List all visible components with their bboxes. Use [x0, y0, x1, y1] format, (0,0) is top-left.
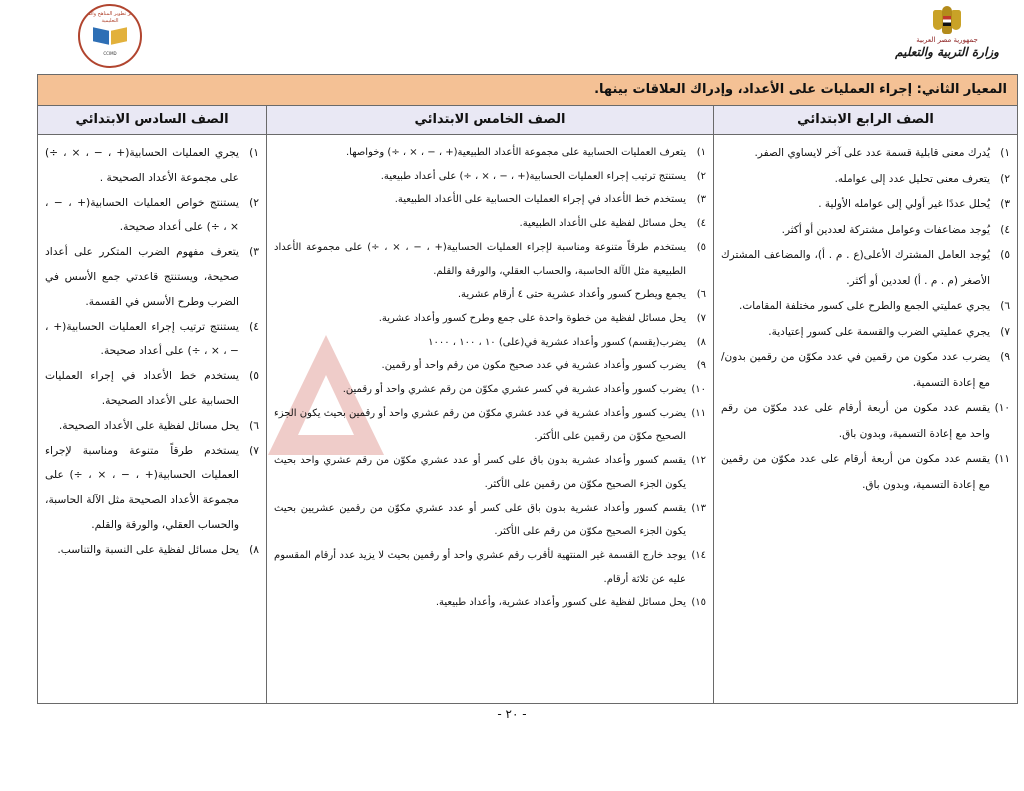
item-text: يجري عمليتي الجمع والطرح على كسور مختلفة المقامات.: [739, 300, 990, 312]
list-item: [45, 240, 259, 314]
list-item: [274, 141, 706, 165]
item-number: ٧): [249, 443, 259, 457]
item-number: ٥): [1000, 249, 1010, 261]
item-text: يقسم عدد مكون من أربعة أرقام على عدد مكوّن من رقمين مع إعادة التسمية، وبدون باق.: [721, 453, 990, 491]
list-item: [45, 439, 259, 538]
item-text: يضرب كسور وأعداد عشرية في عدد صحيح مكون من رقم واحد أو رقمين.: [381, 360, 686, 372]
item-text: يضرب كسور وأعداد عشرية في كسر عشري مكوّن من رقم عشري واحد أو رقمين.: [342, 384, 686, 396]
item-number: ٣): [249, 245, 259, 259]
item-number: ٢): [1000, 172, 1010, 185]
item-number: ٦): [249, 418, 259, 432]
item-text: يحل مسائل لفظية على النسبة والتناسب.: [57, 542, 239, 556]
item-number: ٥): [696, 241, 706, 253]
standard-title: المعيار الثاني: إجراء العمليات على الأعداد، وإدراك العلاقات بينها.: [38, 75, 1017, 106]
item-text: يستخدم خط الأعداد في إجراء العمليات الحسابية على الأعداد الطبيعية.: [394, 194, 686, 206]
item-text: يستنتج ترتيب إجراء العمليات الحسابية(+ ، − ، × ، ÷) على أعداد طبيعية.: [380, 170, 686, 182]
item-number: ٧): [1000, 325, 1010, 338]
list-item: [721, 141, 1010, 167]
list-item: [721, 345, 1010, 396]
curriculum-center-logo: [78, 4, 142, 68]
item-number: ١١): [994, 453, 1010, 465]
list-item: [721, 218, 1010, 244]
ministry-name: وزارة التربية والتعليم: [895, 45, 999, 59]
list-item: [45, 191, 259, 241]
header-grade4: الصف الرابع الابتدائي: [797, 112, 934, 127]
item-number: ١٢): [691, 455, 706, 467]
grade6-column: [38, 135, 266, 703]
item-text: يستخدم خط الأعداد في إجراء العمليات الحسابية على الأعداد الصحيحة.: [45, 369, 239, 407]
list-item: [274, 165, 706, 189]
item-text: يتعرف مفهوم الضرب المتكرر على أعداد صحيحة، ويستنتج قاعدتي جمع الأسس في الضرب وطرح الأسس في القسمة.: [45, 245, 239, 308]
item-text: يوجد خارج القسمة غير المنتهية لأقرب رقم عشري واحد أو رقمين بحيث لا يزيد عدد أرقام المقسوم عليه عن ثلاثة أرقام.: [274, 549, 686, 585]
list-item: [721, 243, 1010, 294]
eagle-emblem-icon: [933, 4, 961, 36]
item-text: يُحلل عددًا غير أولي إلى عوامله الأولية .: [818, 198, 990, 210]
item-text: يستخدم طرقاً متنوعة ومناسبة لإجراء العمليات الحسابية(+ ، − ، × ، ÷) على مجموعة الأعداد الطبيعية مثل الآلة الحاسبة، والحساب العقلي، والورقة والقلم.: [274, 241, 686, 277]
list-item: [45, 538, 259, 563]
item-number: ٤): [249, 319, 259, 333]
header-grade5: الصف الخامس الابتدائي: [266, 106, 714, 134]
item-number: ٨): [249, 542, 259, 556]
list-item: [274, 307, 706, 331]
item-number: ١٠): [691, 384, 706, 396]
grade4-list: [721, 141, 1010, 498]
center-logo-arc-text: مركز تطوير المناهج والمواد التعليمية: [81, 11, 139, 24]
item-number: ١٠): [994, 402, 1010, 414]
item-text: يضرب(يقسم) كسور وأعداد عشرية في(على) ١٠ ، ١٠٠ ، ١٠٠٠: [428, 336, 686, 348]
item-number: ١٥): [691, 597, 706, 609]
item-number: ١٣): [691, 502, 706, 514]
item-text: يتعرف معنى تحليل عدد إلى عوامله.: [834, 172, 990, 185]
list-item: [721, 192, 1010, 218]
item-text: يحل مسائل لفظية على الأعداد الصحيحة.: [58, 418, 239, 432]
item-number: ٧): [696, 312, 706, 324]
center-logo-acronym: CCIMD: [103, 51, 117, 56]
page-number: - ٢٠ -: [497, 707, 527, 721]
item-number: ٣): [1000, 198, 1010, 210]
standards-table: [37, 74, 1018, 704]
item-text: يُدرك معنى قابلية قسمة عدد على آخر لايساوي الصفر.: [754, 147, 990, 159]
item-text: يحل مسائل لفظية من خطوة واحدة على جمع وطرح كسور وأعداد عشرية.: [378, 312, 686, 324]
table-header-row: [38, 106, 1017, 135]
header-grade6: الصف السادس الابتدائي: [75, 112, 229, 127]
list-item: [274, 331, 706, 355]
item-number: ٦): [696, 289, 706, 301]
item-text: يضرب عدد مكون من رقمين في عدد مكوّن من رقمين بدون/مع إعادة التسمية.: [721, 351, 990, 389]
item-text: يتعرف العمليات الحسابية على مجموعة الأعداد الطبيعية(+ ، − ، × ، ÷) وخواصها.: [345, 147, 686, 158]
item-number: ١): [696, 147, 706, 158]
item-text: يستنتج ترتيب إجراء العمليات الحسابية(+ ، − ، × ، ÷) على أعداد صحيحة.: [45, 319, 239, 358]
list-item: [274, 212, 706, 236]
list-item: [274, 544, 706, 591]
grade4-column: [714, 135, 1017, 703]
list-item: [274, 497, 706, 544]
list-item: [274, 591, 706, 615]
item-number: ٤): [1000, 223, 1010, 236]
item-text: يحل مسائل لفظية على الأعداد الطبيعية.: [519, 218, 686, 230]
list-item: [721, 167, 1010, 193]
open-book-icon: [93, 29, 127, 45]
list-item: [274, 449, 706, 496]
item-text: يجمع ويطرح كسور وأعداد عشرية حتى ٤ أرقام عشرية.: [457, 289, 686, 301]
list-item: [274, 236, 706, 283]
list-item: [274, 402, 706, 449]
list-item: [274, 378, 706, 402]
list-item: [721, 294, 1010, 320]
item-number: ٤): [696, 218, 706, 230]
item-text: يحل مسائل لفظية على كسور وأعداد عشرية، وأعداد طبيعية.: [435, 597, 686, 609]
item-text: يُوجد العامل المشترك الأعلى(ع . م . أ)، والمضاعف المشترك الأصغر (م . م . أ) لعددين أو أكثر.: [721, 249, 990, 287]
item-text: يقسم كسور وأعداد عشرية بدون باق على كسر أو عدد عشري مكوّن من رقم عشري واحد بحيث يكون الجزء الصحيح مكوّن من رقمين على الأكثر.: [274, 455, 686, 490]
item-text: يقسم عدد مكون من أربعة أرقام على عدد مكوّن من رقم واحد مع إعادة التسمية، وبدون باق.: [721, 402, 990, 440]
grade6-list: [45, 141, 259, 563]
list-item: [45, 414, 259, 439]
item-number: ١١): [691, 407, 706, 419]
item-number: ٥): [249, 369, 259, 383]
list-item: [45, 364, 259, 414]
grade5-column: [266, 135, 714, 703]
item-number: ١): [1000, 147, 1010, 159]
item-text: يستنتج خواص العمليات الحسابية(+ ، − ، × ، ÷) على أعداد صحيحة.: [45, 195, 239, 234]
item-number: ١٤): [691, 549, 706, 561]
item-number: ١): [249, 146, 259, 159]
item-text: يجري العمليات الحسابية(+ ، − ، × ، ÷) على مجموعة الأعداد الصحيحة .: [45, 146, 239, 184]
item-text: يُوجد مضاعفات وعوامل مشتركة لعددين أو أكثر.: [781, 223, 990, 236]
item-number: ٣): [696, 194, 706, 206]
ministry-country: جمهورية مصر العربية: [916, 36, 978, 44]
list-item: [721, 320, 1010, 346]
list-item: [45, 315, 259, 365]
item-number: ٢): [696, 170, 706, 182]
item-number: ٨): [696, 336, 706, 348]
grade5-list: [274, 141, 706, 615]
list-item: [274, 354, 706, 378]
list-item: [274, 283, 706, 307]
list-item: [274, 188, 706, 212]
item-text: يضرب كسور وأعداد عشرية في عدد عشري مكوّن من رقم عشري واحد أو رقمين بحيث يكون الجزء الصحيح مكوّن من رقمين على الأكثر.: [274, 407, 686, 443]
item-text: يجري عمليتي الضرب والقسمة على كسور إعتيادية.: [768, 325, 990, 338]
ministry-logo: [888, 4, 1006, 68]
item-number: ٩): [696, 360, 706, 372]
item-text: يستخدم طرقاً متنوعة ومناسبة لإجراء العمليات الحسابية(+ ، − ، × ، ÷) على مجموعة الأعداد الصحيحة مثل الآلة الحاسبة، والحساب العقلي، والورقة والقلم.: [45, 443, 239, 531]
list-item: [721, 447, 1010, 498]
item-number: ٢): [249, 195, 259, 209]
list-item: [721, 396, 1010, 447]
table-body-row: [38, 135, 1017, 703]
item-number: ٩): [1000, 351, 1010, 363]
list-item: [45, 141, 259, 191]
item-text: يقسم كسور وأعداد عشرية بدون باق على كسر أو عدد عشري مكوّن من رقمين عشريين بحيث يكون الجزء الصحيح مكوّن من رقم على الأكثر.: [274, 502, 686, 538]
item-number: ٦): [1000, 300, 1010, 312]
